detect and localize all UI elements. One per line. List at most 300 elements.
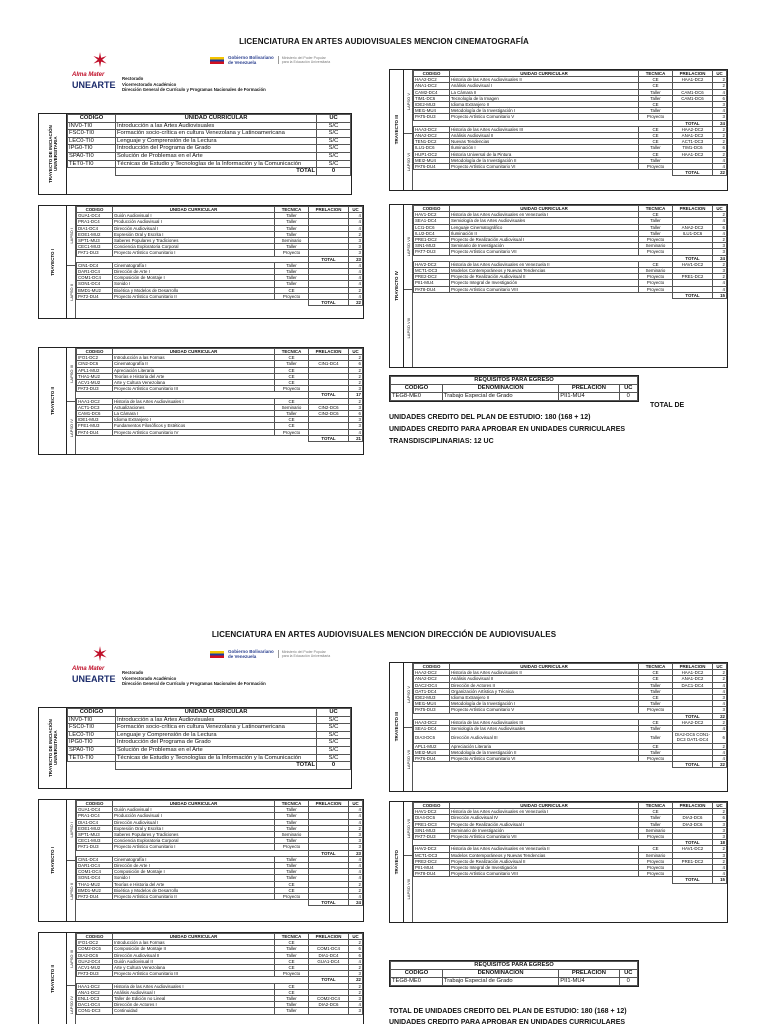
col-header: PRELACION <box>309 934 349 940</box>
course-code: CEC1-MU3 <box>77 244 113 250</box>
course-technique: CE <box>275 881 309 887</box>
course-code: SPT1-MU3 <box>77 238 113 244</box>
course-uc: 3 <box>349 250 363 256</box>
course-prelacion: TIM1-DC6 <box>673 145 713 151</box>
course-uc: S/C <box>317 739 351 747</box>
total-row <box>77 435 363 441</box>
course-name: Historia de las Artes Audiovisuales en Venezuela I <box>450 809 639 815</box>
course-technique: Proyecto <box>275 844 309 850</box>
course-code: PRA1-DC4 <box>77 813 113 819</box>
course-name: Proyecto Integral de Investigación <box>450 865 639 871</box>
course-code: PRA1-DC4 <box>77 219 113 225</box>
course-technique: CE <box>275 983 309 989</box>
course-code: HAV2-DC2 <box>414 261 450 267</box>
course-name: Idioma Extranjero II <box>450 695 639 701</box>
course-name: Lenguaje y Comprensión de la Lectura <box>116 731 317 739</box>
lapso-label: LAPSO I <box>68 227 74 244</box>
course-code: PRE1-DC3 <box>414 821 450 827</box>
course-name: Seminario de Investigación <box>450 243 639 249</box>
course-prelacion: DIA1-DC4 <box>309 952 349 958</box>
course-uc: 4 <box>713 865 727 871</box>
course-name: Dirección de Actores I <box>113 1002 275 1008</box>
course-code: FSC0-TI0 <box>68 724 116 732</box>
course-name: Técnicas de Estudio y Tecnologías de la Información y la Comunicación <box>116 754 317 762</box>
course-uc: 2 <box>713 274 727 280</box>
course-technique: Proyecto <box>275 293 309 299</box>
course-uc: 2 <box>349 940 363 946</box>
course-uc: 6 <box>713 732 727 743</box>
course-code: TET0-TI0 <box>68 160 116 168</box>
req-uc: 0 <box>619 393 637 401</box>
course-uc: 2 <box>713 237 727 243</box>
course-code: SEA1-DC4 <box>414 218 450 224</box>
course-prelacion: ANA1-DC2 <box>673 676 713 682</box>
document-title: LICENCIATURA EN ARTES AUDIOVISUALES MENCION DIRECCIÓN DE AUDIOVISUALES <box>211 630 557 639</box>
course-technique: CE <box>639 83 673 89</box>
course-technique: Proyecto <box>639 280 673 286</box>
course-name: Dirección Audiovisual IV <box>450 815 639 821</box>
course-technique: Proyecto <box>639 114 673 120</box>
course-code: TEN1-DC2 <box>414 139 450 145</box>
course-name: Fundamentos Filosóficos y Estéticos <box>113 423 275 429</box>
course-uc: 4 <box>349 281 363 287</box>
course-uc: 4 <box>713 157 727 163</box>
trayecto-2-table <box>38 932 364 1024</box>
total-label: TOTAL <box>673 120 713 126</box>
course-code: SPT1-MU3 <box>77 832 113 838</box>
course-code: LCI1-DC6 <box>414 224 450 230</box>
logo-org: UNEARTE <box>72 80 116 90</box>
course-uc: 3 <box>349 971 363 977</box>
course-name: Producción Audiovisual I <box>113 813 275 819</box>
course-technique: CE <box>275 958 309 964</box>
col-header: PRELACION <box>673 664 713 670</box>
course-name: Metodología de la Investigación II <box>450 157 639 163</box>
course-uc: 2 <box>713 261 727 267</box>
course-uc: 2 <box>713 719 727 725</box>
course-uc: 4 <box>713 230 727 236</box>
course-uc: 4 <box>713 756 727 762</box>
course-name: Proyecto Artístico Comunitario VII <box>450 249 639 255</box>
course-uc: 3 <box>713 102 727 108</box>
course-code: DAC2-DC4 <box>414 682 450 688</box>
course-uc: 4 <box>713 726 727 732</box>
course-technique: Taller <box>639 682 673 688</box>
course-name: Historia de las Artes Audiovisuales I <box>113 398 275 404</box>
course-uc: 6 <box>713 224 727 230</box>
course-uc: S/C <box>317 145 351 153</box>
credit-note: UNIDADES CREDITO DEL PLAN DE ESTUDIO: 180 (168 + 12) <box>389 414 591 421</box>
course-name: Metodología de la Investigación I <box>450 701 639 707</box>
course-code: TET0-TI0 <box>68 754 116 762</box>
course-uc: 6 <box>713 145 727 151</box>
col-header: UC <box>713 803 727 809</box>
course-uc: 6 <box>349 952 363 958</box>
course-technique: CE <box>639 676 673 682</box>
col-header: CODIGO <box>77 349 113 355</box>
course-code: EOE1-MU2 <box>77 231 113 237</box>
total-label: TOTAL <box>309 300 349 306</box>
course-prelacion: COM1-DC4 <box>309 946 349 952</box>
course-prelacion: CAM1-DC6 <box>673 95 713 101</box>
course-name: Proyecto Artístico Comunitario II <box>113 293 275 299</box>
course-technique: Proyecto <box>639 249 673 255</box>
course-name: Modelos Contemporáneos y Nuevas Tendencias <box>450 852 639 858</box>
course-technique: Taller <box>639 815 673 821</box>
trayecto-inicial-table <box>38 707 352 789</box>
course-uc: 4 <box>349 807 363 813</box>
table-row <box>68 739 351 747</box>
course-technique: Taller <box>275 225 309 231</box>
course-uc: 2 <box>713 151 727 157</box>
course-prelacion: CIN1-DC4 <box>309 361 349 367</box>
course-technique: Taller <box>275 361 309 367</box>
course-uc: 4 <box>349 863 363 869</box>
course-technique: CE <box>275 373 309 379</box>
course-prelacion: DIA2-DC6 <box>309 1002 349 1008</box>
course-name: Dirección Audiovisual I <box>113 819 275 825</box>
lapso-label: LAPSO III <box>68 365 74 384</box>
course-technique: Seminario <box>275 238 309 244</box>
col-header: UNIDAD CURRICULAR <box>116 709 317 717</box>
course-code: ANA1-DC2 <box>77 989 113 995</box>
course-code: HUP1-DC2 <box>414 151 450 157</box>
course-prelacion: DAC1-DC4 <box>673 682 713 688</box>
course-name: Formación socio-crítica en cultura Venezolana y Latinoamericana <box>116 724 317 732</box>
course-uc: 2 <box>713 858 727 864</box>
course-name: Conciencia Exploratoria Corporal <box>113 244 275 250</box>
req-name: Trabajo Especial de Grado <box>442 978 558 986</box>
course-technique: CE <box>639 261 673 267</box>
course-code: PII1-MU4 <box>414 280 450 286</box>
trayecto-label: TRAYECTO II <box>50 964 55 993</box>
total-value: 23 <box>349 256 363 262</box>
inst-line: Rectorado <box>122 670 144 675</box>
course-name: Proyecto Artístico Comunitario VIII <box>450 871 639 877</box>
course-uc: 6 <box>713 815 727 821</box>
course-technique: Proyecto <box>639 865 673 871</box>
course-name: Historia Universal de la Pintura <box>450 151 639 157</box>
course-technique: CE <box>639 102 673 108</box>
col-header: CODIGO <box>414 803 450 809</box>
total-label: TOTAL <box>309 392 349 398</box>
course-uc: 2 <box>713 212 727 218</box>
course-prelacion: PRE1-DC2 <box>673 274 713 280</box>
course-uc: 3 <box>349 1008 363 1014</box>
total-label: TOTAL <box>673 170 713 176</box>
course-name: Proyecto Integral de Investigación <box>450 280 639 286</box>
course-technique: Seminario <box>639 827 673 833</box>
course-code: GUA1-DC4 <box>77 213 113 219</box>
course-name: Proyecto Artístico Comunitario I <box>113 250 275 256</box>
course-uc: 4 <box>349 225 363 231</box>
course-technique: Taller <box>275 996 309 1002</box>
course-uc: 2 <box>349 887 363 893</box>
course-name: Cinematografía I <box>113 262 275 268</box>
course-technique: Seminario <box>639 243 673 249</box>
course-technique: CE <box>639 151 673 157</box>
course-name: Historia de las Artes Audiovisuales en Venezuela II <box>450 846 639 852</box>
table-row <box>68 130 351 138</box>
col-header: TECNICA <box>275 801 309 807</box>
course-technique: Taller <box>639 218 673 224</box>
course-code: APL1-MU2 <box>77 367 113 373</box>
course-uc: 2 <box>349 983 363 989</box>
course-technique: Taller <box>275 875 309 881</box>
course-uc: 4 <box>713 682 727 688</box>
course-uc: 6 <box>349 411 363 417</box>
course-uc: 4 <box>349 213 363 219</box>
course-technique: Taller <box>275 952 309 958</box>
total-label: TOTAL <box>309 900 349 906</box>
total-label: TOTAL <box>673 255 713 261</box>
col-header: CODIGO <box>414 664 450 670</box>
col-header: PRELACIÓN <box>559 385 619 393</box>
course-code: ANA1-DC2 <box>414 83 450 89</box>
course-code: HAA3-DC2 <box>414 126 450 132</box>
course-technique: CE <box>639 133 673 139</box>
course-technique: Proyecto <box>639 286 673 292</box>
course-uc: 4 <box>349 894 363 900</box>
course-code: INV0-TI0 <box>68 716 116 724</box>
course-technique: Proyecto <box>639 274 673 280</box>
course-code: LEC0-TI0 <box>68 137 116 145</box>
course-prelacion: HAA2-DC2 <box>673 126 713 132</box>
col-header: DENOMINACIÓN <box>442 385 558 393</box>
course-name: Composición de Montaje I <box>113 275 275 281</box>
course-name: Dirección Audiovisual III <box>450 732 639 743</box>
lapso-label: LAPSO I <box>68 822 74 838</box>
course-technique: Taller <box>275 262 309 268</box>
course-technique: Taller <box>275 281 309 287</box>
course-uc: 3 <box>349 423 363 429</box>
lapso-label: LAPSO IV <box>68 996 74 1015</box>
course-technique: Taller <box>275 244 309 250</box>
course-uc: 4 <box>713 286 727 292</box>
course-prelacion: DIA3-DC6 <box>673 821 713 827</box>
total-label: TOTAL <box>673 840 713 846</box>
table-row <box>68 716 351 724</box>
course-code: SON1-DC4 <box>77 281 113 287</box>
total-value: 22 <box>713 170 727 176</box>
col-header: CODIGO <box>414 71 450 77</box>
course-code: ACV1-MU2 <box>77 380 113 386</box>
course-name: Sonido I <box>113 875 275 881</box>
col-header: UC <box>713 71 727 77</box>
course-prelacion: DIA2-DC6 CON1-DC3 OAT1-DC4 <box>673 732 713 743</box>
blank <box>414 762 673 768</box>
course-uc: 2 <box>713 676 727 682</box>
lapso-label: LAPSO V <box>405 686 411 704</box>
course-technique: Seminario <box>639 268 673 274</box>
total-row <box>414 877 727 883</box>
course-uc: 2 <box>349 881 363 887</box>
course-name: Introducción del Programa de Grado <box>116 739 317 747</box>
total-value: 24 <box>349 900 363 906</box>
table-row <box>414 732 727 743</box>
course-name: Seminario de Investigación <box>450 827 639 833</box>
course-name: Cinematografía I <box>113 856 275 862</box>
blank <box>414 292 673 298</box>
course-code: DIA1-DC4 <box>77 819 113 825</box>
col-header: CODIGO <box>77 207 113 213</box>
course-name: Guión Audiovisual I <box>113 807 275 813</box>
trayecto-label: TRAYECTO III <box>394 115 399 145</box>
col-header: TECNICA <box>639 803 673 809</box>
course-code: ACT1-DC3 <box>77 404 113 410</box>
course-code: TIM1-DC6 <box>414 95 450 101</box>
course-name: Historia de las Artes Audiovisuales III <box>450 126 639 132</box>
trayecto-1-table <box>38 799 364 922</box>
table-row <box>68 160 351 168</box>
col-header: UNIDAD CURRICULAR <box>113 801 275 807</box>
inst-line: Dirección General de Currículo y Programas Nacionales de Formación <box>122 681 266 687</box>
course-code: PAT2-DU4 <box>77 293 113 299</box>
blank <box>414 170 673 176</box>
course-technique: Proyecto <box>639 707 673 713</box>
course-uc: 4 <box>349 293 363 299</box>
blank <box>68 762 116 770</box>
course-name: Historia de las Artes Audiovisuales II <box>450 670 639 676</box>
course-technique: CE <box>275 398 309 404</box>
course-technique: Taller <box>639 224 673 230</box>
course-name: Proyecto Artístico Comunitario VI <box>450 164 639 170</box>
course-technique: Taller <box>275 231 309 237</box>
course-technique: CE <box>275 423 309 429</box>
course-prelacion: HAV1-DC2 <box>673 261 713 267</box>
gov-title: Gobierno Bolivariano de Venezuela <box>228 55 274 65</box>
course-name: Sonido I <box>113 281 275 287</box>
total-row <box>68 168 351 176</box>
institution-lines <box>122 670 266 687</box>
course-code: IDE1-MU3 <box>77 417 113 423</box>
course-code: HAV1-DC2 <box>414 809 450 815</box>
course-prelacion: CIN2-DC6 <box>309 411 349 417</box>
course-technique: Taller <box>639 701 673 707</box>
req-title: REQUISITOS PARA EGRESO <box>391 962 638 970</box>
course-uc: 3 <box>713 821 727 827</box>
course-code: PRE2-DC2 <box>414 858 450 864</box>
course-uc: 4 <box>349 875 363 881</box>
course-code: PAT5-DU3 <box>414 707 450 713</box>
course-name: Modelos Contemporáneos y Nuevas Tendencias <box>450 268 639 274</box>
course-code: THA1-MU2 <box>77 881 113 887</box>
course-code: SIN1-MU3 <box>414 827 450 833</box>
course-uc: 3 <box>713 827 727 833</box>
course-name: Producción Audiovisual I <box>113 219 275 225</box>
course-uc: 4 <box>713 701 727 707</box>
course-uc: 2 <box>713 133 727 139</box>
course-name: Conciencia Exploratoria Corporal <box>113 838 275 844</box>
course-uc: 2 <box>713 139 727 145</box>
col-header: CODIGO <box>68 115 116 123</box>
course-prelacion: CIN2-DC6 <box>309 404 349 410</box>
course-uc: 4 <box>713 218 727 224</box>
course-name: Análisis Audiovisual II <box>450 676 639 682</box>
course-code: HAV1-DC2 <box>414 212 450 218</box>
course-code: CON1-DC3 <box>77 1008 113 1014</box>
course-name: Solución de Problemas en el Arte <box>116 152 317 160</box>
blank <box>77 300 309 306</box>
course-uc: 3 <box>713 249 727 255</box>
course-prelacion: HAA2-DC2 <box>673 719 713 725</box>
course-prelacion: ACT1-DC3 <box>673 139 713 145</box>
course-technique: Proyecto <box>275 971 309 977</box>
total-label: TOTAL <box>673 762 713 768</box>
trayecto-label: TRAYECTO <box>394 849 399 875</box>
col-header: UNIDAD CURRICULAR <box>113 934 275 940</box>
col-header: TECNICA <box>275 349 309 355</box>
lapso-label: LAPSO VII <box>405 818 411 839</box>
course-code: PAT6-DU4 <box>414 756 450 762</box>
course-technique: CE <box>275 940 309 946</box>
course-technique: CE <box>639 695 673 701</box>
credit-note: TOTAL DE UNIDADES CREDITO DEL PLAN DE ESTUDIO: 180 (168 + 12) <box>389 1008 627 1015</box>
course-code: DIA4-DC6 <box>414 815 450 821</box>
course-technique: Taller <box>275 856 309 862</box>
table-row <box>77 1008 363 1014</box>
course-name: Composición de Montaje I <box>113 869 275 875</box>
col-header: UC <box>317 709 351 717</box>
course-code: SEA1-DC4 <box>414 726 450 732</box>
col-header: PRELACION <box>673 71 713 77</box>
trayecto-3-table <box>389 69 728 191</box>
course-uc: 3 <box>349 996 363 1002</box>
course-code: GUA1-DC4 <box>77 807 113 813</box>
course-uc: 4 <box>713 89 727 95</box>
course-name: Formación socio-crítica en cultura Venezolana y Latinoamericana <box>116 130 317 138</box>
course-code: PAT6-DU4 <box>414 164 450 170</box>
course-uc: 3 <box>713 243 727 249</box>
col-header: UNIDAD CURRICULAR <box>116 115 317 123</box>
course-uc: 2 <box>349 287 363 293</box>
course-code: PRE1-DC2 <box>414 237 450 243</box>
col-header: UC <box>349 934 363 940</box>
course-prelacion: HAA1-DC2 <box>673 151 713 157</box>
course-technique: CE <box>639 212 673 218</box>
course-name: Metodología de la Investigación II <box>450 749 639 755</box>
course-uc: 2 <box>349 380 363 386</box>
total-value: 22 <box>349 977 363 983</box>
course-technique: Proyecto <box>275 894 309 900</box>
course-code: BMD1-MU2 <box>77 887 113 893</box>
course-code: PAT1-DU3 <box>77 250 113 256</box>
course-code: CIN1-DC4 <box>77 856 113 862</box>
course-technique: Proyecto <box>639 858 673 864</box>
course-uc: 3 <box>349 238 363 244</box>
course-technique: Taller <box>275 813 309 819</box>
course-technique: Taller <box>275 825 309 831</box>
course-name: Nuevas Tendencias <box>450 139 639 145</box>
course-name: Continuidad <box>113 1008 275 1014</box>
blank <box>77 900 309 906</box>
total-label: TOTAL <box>673 713 713 719</box>
course-code: PAT1-DU3 <box>77 844 113 850</box>
course-uc: 3 <box>713 268 727 274</box>
course-uc: 3 <box>713 834 727 840</box>
course-uc: 3 <box>349 832 363 838</box>
course-uc: 3 <box>349 386 363 392</box>
course-name: Semiología de las Artes Audiovisuales <box>450 726 639 732</box>
course-name: Introducción a las Artes Audiovisuales <box>116 122 317 130</box>
star-figure-icon: ✶ <box>91 644 109 666</box>
course-name: Expresión Oral y Escrita I <box>113 231 275 237</box>
course-uc: S/C <box>317 160 351 168</box>
course-code: DIA1-DC4 <box>77 225 113 231</box>
course-code: CIN2-DC6 <box>77 361 113 367</box>
course-uc: S/C <box>317 716 351 724</box>
course-technique: Proyecto <box>275 250 309 256</box>
